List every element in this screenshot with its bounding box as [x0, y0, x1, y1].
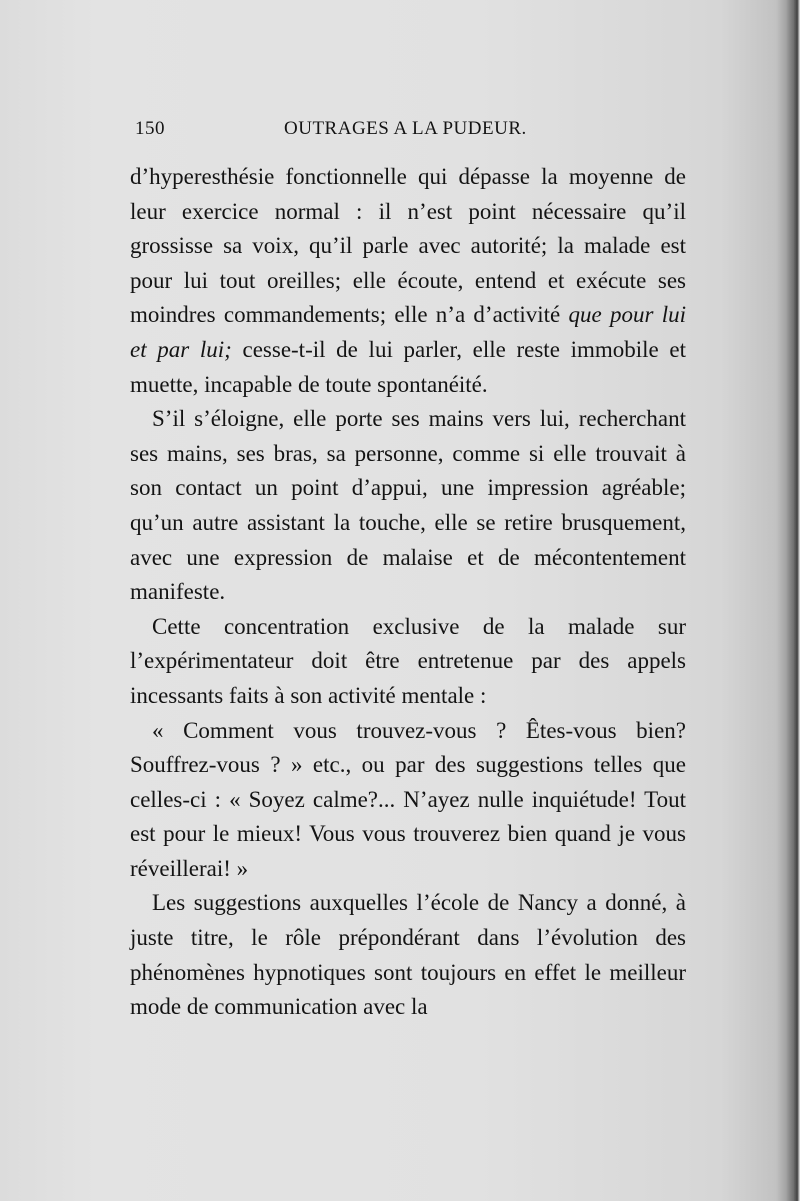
paragraph-3: Cette concentration exclusive de la malade sur l’expérimentateur doit être entretenue par des appels incessants faits à son activité mentale : — [130, 613, 686, 708]
paragraph-4: « Comment vous trouvez-vous ? Êtes-vous bien? Souffrez-vous ? » etc., ou par des suggestions telles que celles-ci : « Soyez calme?... N’ayez nulle inquiétude! Tout est pour le mieux! Vous vous trouverez bien quand je vous réveillerai! » — [130, 717, 686, 881]
paragraph-1-end: cesse-t-il de lui parler, elle reste immobile et muette, incapable de toute spontanéité. — [130, 336, 686, 397]
page-edge-shadow — [786, 0, 800, 1201]
body-text — [130, 160, 686, 1025]
paragraph-1-italic: que pour lui et par lui; — [130, 302, 686, 362]
paragraph-5: Les suggestions auxquelles l’école de Nancy a donné, à juste titre, le rôle prépondérant dans l’évolution des phénomènes hypnotiques sont toujours en effet le meilleur mode de communication avec la — [130, 890, 686, 1020]
running-head — [0, 118, 800, 144]
running-title: OUTRAGES A LA PUDEUR. — [284, 118, 527, 139]
page-number: 150 — [135, 118, 165, 139]
paragraph-2: S’il s’éloigne, elle porte ses mains vers lui, recherchant ses mains, ses bras, sa personne, comme si elle trouvait à son contact un point d’appui, une impression agréable; qu’un autre assistant la touche, elle se retire brusquement, avec une expression de malaise et de mécontentement manifeste. — [130, 406, 686, 605]
paragraph-1 — [130, 160, 686, 402]
paragraph-1-start: d’hyperesthésie fonctionnelle qui dépasse la moyenne de leur exercice normal : il n’est point nécessaire qu’il grossisse sa voix, qu’il parle avec autorité; la malade est pour lui tout oreilles; elle écoute, entend et exécute ses moindres commandements; elle n’a d’activité — [130, 164, 686, 328]
